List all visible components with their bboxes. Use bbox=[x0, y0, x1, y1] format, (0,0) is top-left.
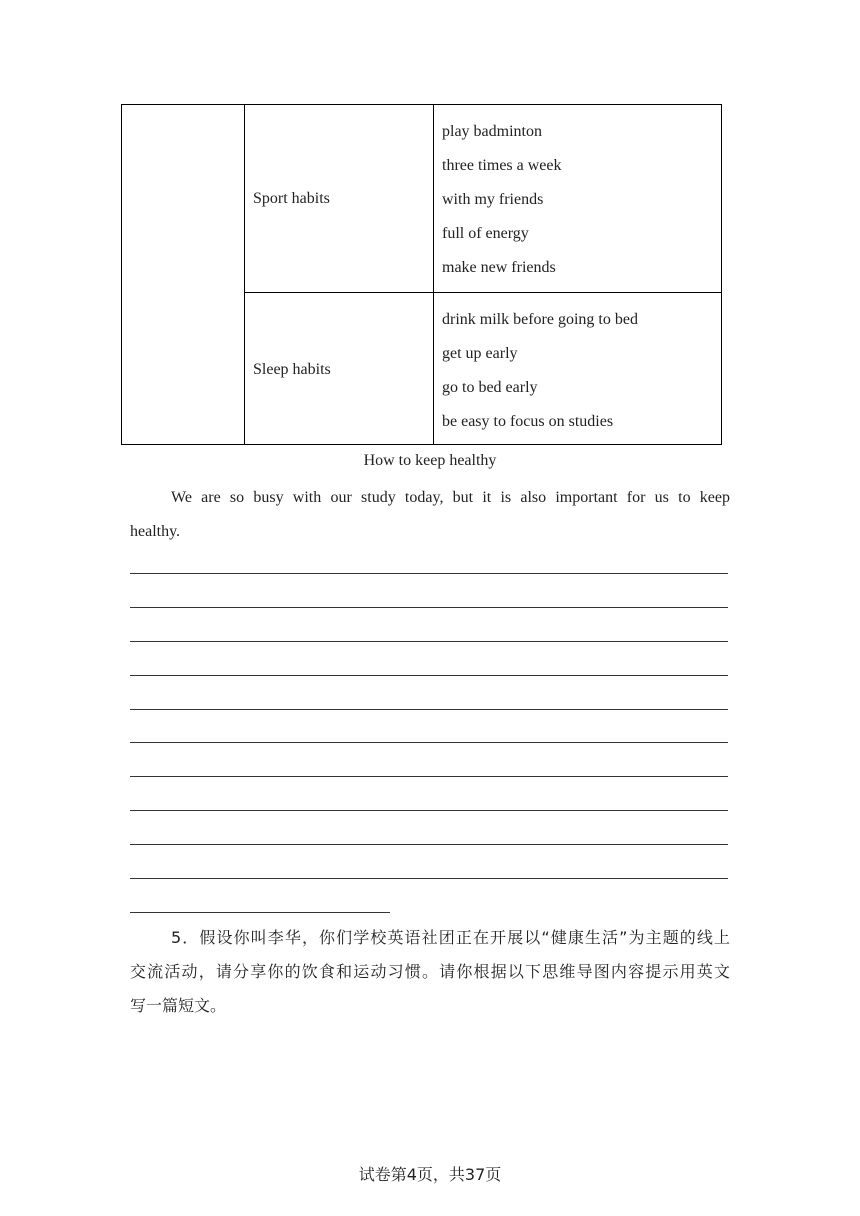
table-divider-1 bbox=[244, 105, 245, 444]
table-row-divider bbox=[244, 292, 721, 293]
page-footer: 试卷第4页，共37页 bbox=[358, 1165, 502, 1184]
list-item: play badminton bbox=[442, 123, 542, 140]
writing-line bbox=[130, 810, 728, 811]
question-5-line-3: 写一篇短文。 bbox=[130, 996, 227, 1015]
table-divider-2 bbox=[433, 105, 434, 444]
essay-intro-line-2: healthy. bbox=[130, 523, 181, 540]
list-item: be easy to focus on studies bbox=[442, 413, 614, 430]
list-item: get up early bbox=[442, 345, 518, 362]
habits-table bbox=[121, 104, 722, 445]
writing-line-short bbox=[130, 912, 390, 913]
question-5-line-2: 交流活动，请分享你的饮食和运动习惯。请你根据以下思维导图内容提示用英文 bbox=[130, 962, 730, 981]
list-item: make new friends bbox=[442, 259, 556, 276]
writing-line bbox=[130, 675, 728, 676]
writing-line bbox=[130, 844, 728, 845]
list-item: with my friends bbox=[442, 191, 544, 208]
list-item: drink milk before going to bed bbox=[442, 311, 638, 328]
question-5-line-1: 5．假设你叫李华，你们学校英语社团正在开展以“健康生活”为主题的线上 bbox=[171, 928, 730, 947]
writing-line bbox=[130, 709, 728, 710]
sport-habits-label: Sport habits bbox=[253, 190, 330, 207]
sleep-habits-label: Sleep habits bbox=[253, 361, 331, 378]
sport-habits-list bbox=[442, 115, 562, 285]
sleep-habits-list bbox=[442, 303, 638, 439]
list-item: three times a week bbox=[442, 157, 562, 174]
essay-title: How to keep healthy bbox=[363, 452, 497, 469]
writing-line bbox=[130, 878, 728, 879]
list-item: full of energy bbox=[442, 225, 529, 242]
writing-line bbox=[130, 607, 728, 608]
writing-line bbox=[130, 742, 728, 743]
writing-line bbox=[130, 641, 728, 642]
essay-intro-line-1: We are so busy with our study today, but it is also important for us to keep bbox=[171, 489, 730, 506]
writing-line bbox=[130, 776, 728, 777]
writing-line bbox=[130, 573, 728, 574]
list-item: go to bed early bbox=[442, 379, 538, 396]
